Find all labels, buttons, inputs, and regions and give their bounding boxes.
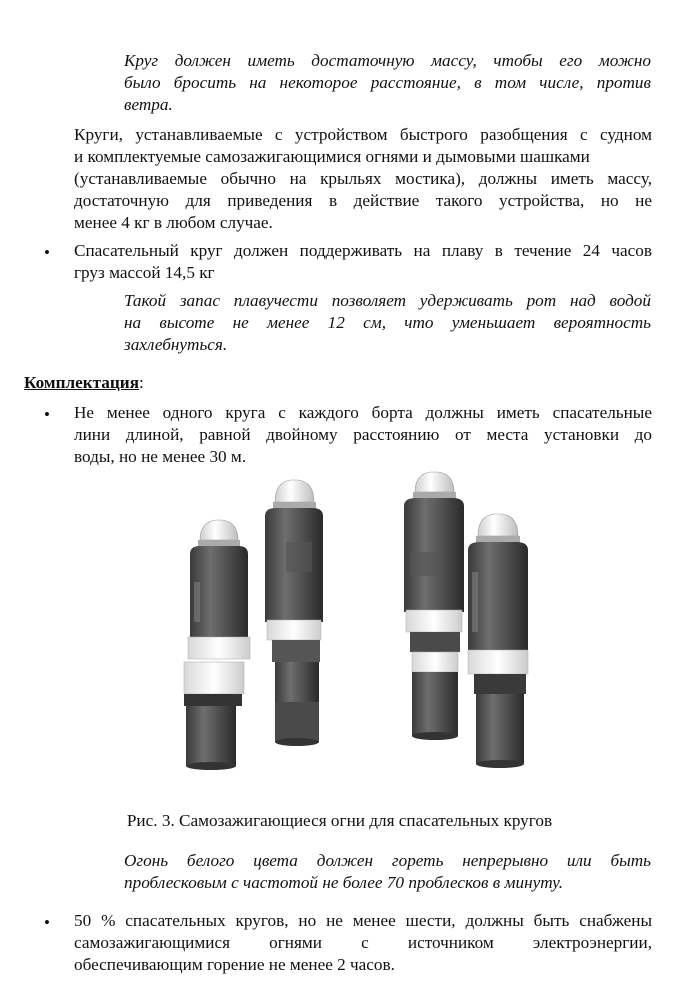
light-unit-3 [404, 472, 464, 740]
heading-text: Комплектация [24, 373, 140, 392]
text-line: проблесковым с частотой не более 70 проблесков в минуту. [124, 873, 564, 892]
italic-note-light [124, 850, 651, 894]
text-line: Круги, устанавливаемые с устройством быстрого разобщения с судном [74, 125, 652, 144]
text-line: воды, но не менее 30 м. [74, 447, 247, 466]
text-line: Круг должен иметь достаточную массу, чтобы его можно [124, 51, 651, 70]
text-line: обеспечивающим горение не менее 2 часов. [74, 955, 395, 974]
text-line: Такой запас плавучести позволяет удерживать рот над водой [124, 291, 651, 310]
self-igniting-lights-photo [160, 462, 550, 792]
text-line: менее 4 кг в любом случае. [74, 213, 273, 232]
text-line: Спасательный круг должен поддерживать на плаву в течение 24 часов [74, 241, 652, 260]
bullet-marker: • [44, 913, 50, 932]
text-line: достаточную для приведения в действие такого устройства, но не [74, 191, 652, 210]
light-unit-2 [265, 480, 323, 746]
text-line: 50 % спасательных кругов, но не менее шести, должны быть снабжены [74, 911, 652, 930]
text-line: груз массой 14,5 кг [74, 263, 215, 282]
text-line: лини длиной, равной двойному расстоянию от места установки до [74, 425, 652, 444]
text-line: на высоте не менее 12 см, что уменьшает вероятность [124, 313, 651, 332]
paragraph-quick-release [74, 124, 652, 234]
text-line: Огонь белого цвета должен гореть непрерывно или быть [124, 851, 651, 870]
text-line: и комплектуемые самозажигающимися огнями и дымовыми шашками [74, 147, 590, 166]
section-heading [24, 372, 144, 394]
light-unit-1 [184, 520, 250, 770]
figure-caption: Рис. 3. Самозажигающиеся огни для спасательных кругов [126, 811, 553, 830]
text-line: Не менее одного круга с каждого борта должны иметь спасательные [74, 403, 652, 422]
bullet-lifelines [74, 402, 652, 468]
heading-colon: : [139, 373, 144, 392]
bullet-marker: • [44, 243, 50, 262]
italic-note-buoyancy [124, 290, 651, 356]
light-unit-4 [468, 514, 528, 768]
text-line: было бросить на некоторое расстояние, в том числе, против [124, 73, 651, 92]
text-line: самозажигающимися огнями с источником электроэнергии, [74, 933, 652, 952]
italic-note-mass [124, 50, 651, 116]
lights-illustration-svg [160, 462, 550, 792]
text-line: захлебнуться. [124, 335, 228, 354]
bullet-marker: • [44, 405, 50, 424]
text-line: ветра. [124, 95, 173, 114]
text-line: (устанавливаемые обычно на крыльях мостика), должны иметь массу, [74, 169, 652, 188]
bullet-self-igniting [74, 910, 652, 976]
bullet-buoyancy [74, 240, 652, 284]
